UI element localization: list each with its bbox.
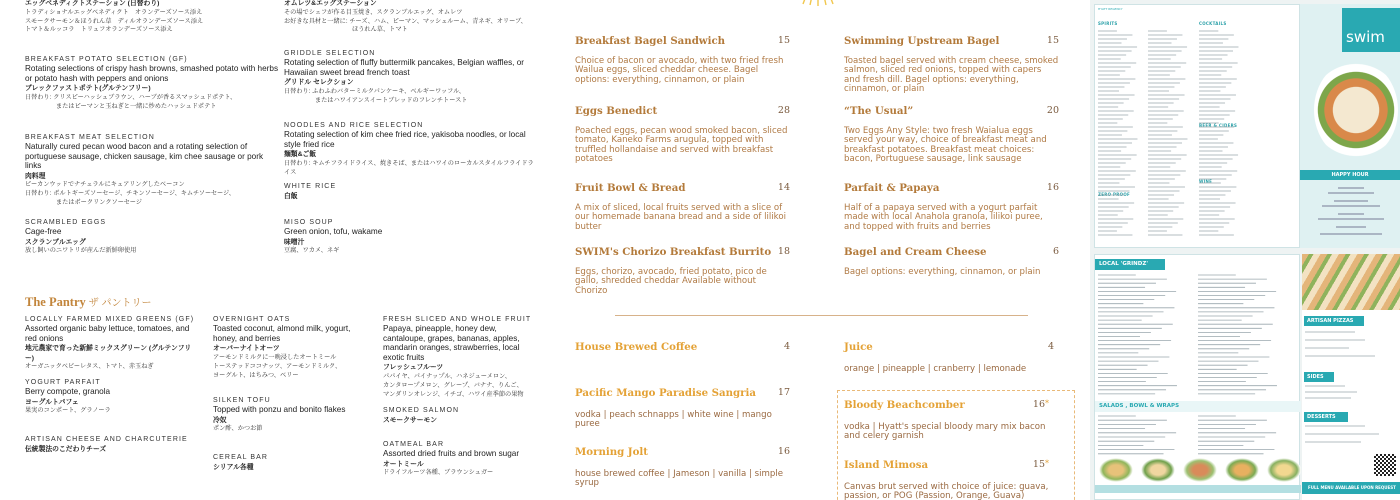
item-detail-jp: 日替わり: キムチフライドライス、焼きそば、またはハワイのローカルスタイルフライドライス xyxy=(284,159,534,176)
star-icon: * xyxy=(1045,399,1049,408)
drink-item xyxy=(844,341,1054,374)
drink-price: 17 xyxy=(777,387,790,398)
sun-icon xyxy=(800,0,836,6)
drink-price: 16 xyxy=(777,446,790,457)
item-caption: BREAKFAST POTATO SELECTION (GF) xyxy=(25,56,188,63)
item-detail-jp: トーステッドココナッツ、アーモンドミルク、 xyxy=(213,362,342,370)
item-name-jp: 味噌汁 xyxy=(284,238,305,246)
item-caption: NOODLES AND RICE SELECTION xyxy=(284,122,424,129)
item-name-jp: 肉料理 xyxy=(25,172,46,180)
item-description: Assorted dried fruits and brown sugar xyxy=(383,449,520,459)
item-detail-jp: カンタロープメロン、グレープ、バナナ、りんご、 xyxy=(383,381,523,389)
dish-name: Fruit Bowl & Bread xyxy=(575,182,686,194)
item-name-jp: オーバーナイトオーツ xyxy=(213,345,280,353)
drink-description: orange | pineapple | cranberry | lemonade xyxy=(844,364,1027,374)
qr-code xyxy=(1374,454,1396,476)
menu-item xyxy=(25,56,280,112)
item-detail-jp: またはポークリンクソーセージ xyxy=(25,199,142,207)
menu-item xyxy=(284,219,539,256)
dish-item xyxy=(844,246,1059,277)
drink-name: Juice xyxy=(844,341,873,353)
item-name-jp: 麺類&ご飯 xyxy=(284,151,317,159)
drink-name: Island Mimosa xyxy=(844,459,929,471)
dish-description: Poached eggs, pecan wood smoked bacon, sliced tomato, Kaneko Farms arugula, topped with truffled hollandaise and served with breakfast potatoes xyxy=(575,126,788,164)
item-description: Berry compote, granola xyxy=(25,387,111,397)
dish-name: Breakfast Bagel Sandwich xyxy=(575,35,726,47)
cocktails-heading: COCKTAILS xyxy=(1199,21,1227,26)
item-description: Green onion, tofu, wakame xyxy=(284,227,383,237)
item-name-jp: ブレックファストポテト(グルテンフリー) xyxy=(25,85,151,93)
item-description: Toasted coconut, almond milk, yogurt, honey, and berries xyxy=(213,324,351,343)
drink-price: 16* xyxy=(1032,399,1049,410)
happy-hour-banner: HAPPY HOUR xyxy=(1300,170,1400,180)
beverage-sheet xyxy=(1094,4,1300,248)
item-description: Assorted organic baby lettuce, tomatoes, and red onions xyxy=(25,324,190,343)
item-description: Cage-free xyxy=(25,227,62,237)
item-detail-jp: ヨーグルト、はちみつ、ベリー xyxy=(213,371,299,379)
item-caption: ARTISAN CHEESE AND CHARCUTERIE xyxy=(25,436,188,443)
menu-item xyxy=(284,122,539,178)
item-detail-jp: 日替わり: クリスピーハッシュブラウン、ハーブが香るスマッシュドポテト、 xyxy=(25,93,237,101)
item-detail-jp: 日替わり: ポルトギーズソーセージ、チキンソーセージ、キムチソーセージ、 xyxy=(25,190,235,198)
item-name-jp: オムレツ&エッグステーション xyxy=(284,0,377,7)
item-detail-jp: トラディショナルエッグベネディクト オランデーズソース添え xyxy=(25,8,203,16)
item-detail-jp: パパイヤ、パイナップル、ハネジューメロン、 xyxy=(383,372,511,380)
dish-name: Swimming Upstream Bagel xyxy=(844,35,1000,47)
full-menu-thumbnail xyxy=(1090,0,1400,500)
section-divider xyxy=(615,315,1028,316)
bowl-photos xyxy=(1097,458,1301,482)
drink-item xyxy=(844,399,1059,442)
drink-item xyxy=(575,387,790,430)
item-detail-jp: またはハワイアンスイートブレッドのフレンチトースト xyxy=(284,96,468,104)
menu-item xyxy=(25,436,195,455)
menu-item xyxy=(383,316,533,400)
footer-strip xyxy=(1095,485,1301,493)
item-caption: YOGURT PARFAIT xyxy=(25,379,101,386)
swim-logo: swim xyxy=(1342,8,1400,52)
dish-description: Choice of bacon or avocado, with two fried fresh Wailua eggs, sliced cheddar cheese. Bagel options: everything, cinnamon, or plain xyxy=(575,56,784,85)
footer-banner: FULL MENU AVAILABLE UPON REQUEST xyxy=(1302,482,1400,494)
hyatt-logo: HYATT REGENCY xyxy=(1098,8,1123,11)
menu-item xyxy=(284,50,539,106)
item-caption: SILKEN TOFU xyxy=(213,397,271,404)
item-name-jp: 冷奴 xyxy=(213,416,227,424)
item-name-jp: フレッシュフルーツ xyxy=(383,364,444,372)
item-detail-jp: ほうれん草、トマト xyxy=(284,26,408,34)
item-name-jp: シリアル各種 xyxy=(213,464,254,472)
dish-price: 18 xyxy=(777,246,790,257)
pantry-heading xyxy=(25,294,152,310)
item-description: Papaya, pineapple, honey dew, cantaloupe, grapes, bananas, apples, mandarin oranges, strawberries, local exotic fruits xyxy=(383,324,520,362)
food-sheet xyxy=(1094,254,1300,500)
grindz-lines xyxy=(1098,273,1298,399)
drink-name: Pacific Mango Paradise Sangria xyxy=(575,387,757,399)
dish-description: Two Eggs Any Style: two fresh Waialua eggs served your way, choice of breakfast meat and breakfast potatoes. Breakfast meat choices: bacon, Portuguese sausage, link sausage xyxy=(844,126,1047,164)
drink-name: House Brewed Coffee xyxy=(575,341,698,353)
item-caption: BREAKFAST MEAT SELECTION xyxy=(25,134,155,141)
item-name-jp: 白飯 xyxy=(284,193,298,201)
item-detail-jp: またはピーマンと玉ねぎと一緒に炒めたハッシュドポテト xyxy=(25,102,217,110)
item-caption: SMOKED SALMON xyxy=(383,407,460,414)
drink-item xyxy=(844,459,1059,500)
drink-description: house brewed coffee | Jameson | vanilla | simple syrup xyxy=(575,469,784,489)
alacarte-menu-panel xyxy=(545,0,1090,500)
dish-description: Bagel options: everything, cinnamon, or plain xyxy=(844,267,1041,277)
item-caption: FRESH SLICED AND WHOLE FRUIT xyxy=(383,316,532,323)
item-description: Rotating selection of fluffy buttermilk pancakes, Belgian waffles, or Hawaiian sweet bread french toast xyxy=(284,58,524,77)
dish-item xyxy=(575,35,790,85)
dish-price: 14 xyxy=(777,182,790,193)
menu-item xyxy=(213,454,373,473)
item-detail-jp: マンダリンオレンジ、イチゴ、ハワイ産季節の果物 xyxy=(383,390,524,398)
drink-price: 15* xyxy=(1032,459,1049,470)
dish-name: SWIM's Chorizo Breakfast Burrito xyxy=(575,246,772,258)
happy-hour-lines xyxy=(1308,184,1394,244)
item-description: Topped with ponzu and bonito flakes xyxy=(213,405,346,415)
item-detail-jp: その場でシェフが作る目玉焼き、スクランブルエッグ、オムレツ xyxy=(284,8,463,16)
dish-price: 16 xyxy=(1046,182,1059,193)
dish-name: “The Usual” xyxy=(844,105,914,117)
drink-price: 4 xyxy=(1047,341,1054,352)
dish-name: Parfait & Papaya xyxy=(844,182,940,194)
drink-item xyxy=(575,341,790,353)
item-caption: WHITE RICE xyxy=(284,183,337,190)
pizza-lines xyxy=(1305,328,1397,458)
item-name-jp: 地元農家で育った新鮮ミックスグリーン (グルテンフリー) xyxy=(25,345,192,362)
item-detail-jp: 日替わり: ふわふわバターミルクパンケーキ、ベルギーワッフル、 xyxy=(284,87,465,95)
dish-description: Toasted bagel served with cream cheese, smoked salmon, sliced red onions, topped with capers and fresh dill. Bagel options: everything, cinnamon, or plain xyxy=(844,56,1059,94)
item-name-jp: オートミール xyxy=(383,460,424,468)
item-detail-jp: トマト＆ルッコラ トリュフオランデーズソース添え xyxy=(25,26,173,34)
menu-item xyxy=(213,316,373,381)
dish-item xyxy=(844,105,1059,164)
menu-item xyxy=(25,134,280,208)
item-caption: CEREAL BAR xyxy=(213,454,269,461)
beer-heading: BEER & CIDERS xyxy=(1199,123,1238,128)
local-grindz-heading: LOCAL 'GRINDZ' xyxy=(1095,259,1165,270)
item-detail-jp: ドライフルーツ各種、ブラウンシュガー xyxy=(383,469,494,477)
dish-description: Half of a papaya served with a yogurt parfait made with local Anahola granola, lilikoi puree, and topped with fruits and berries xyxy=(844,203,1043,232)
dish-description: Eggs, chorizo, avocado, fried potato, pico de gallo, shredded cheddar Available without Chorizo xyxy=(575,267,767,296)
item-name-jp: グリドル セレクション xyxy=(284,79,354,87)
item-description: Naturally cured pecan wood bacon and a rotating selection of portuguese sausage, chicken sausage, kim chee sausage or pork links xyxy=(25,142,264,171)
menu-item xyxy=(383,441,533,478)
item-detail-jp: 放し飼いのニワトリが産んだ新鮮卵使用 xyxy=(25,247,137,255)
dish-name: Bagel and Cream Cheese xyxy=(844,246,987,258)
dish-price: 6 xyxy=(1052,246,1059,257)
beverage-lines xyxy=(1098,29,1298,244)
food-photo xyxy=(1314,60,1398,160)
swim-cover xyxy=(1300,4,1400,248)
drink-description: vodka | peach schnapps | white wine | mango puree xyxy=(575,410,772,430)
wine-heading: WINE xyxy=(1199,179,1213,184)
item-detail-jp: オーガニックベビーレタス、トマト、赤玉ねぎ xyxy=(25,363,154,371)
dish-price: 20 xyxy=(1046,105,1059,116)
drink-description: Canvas brut served with choice of juice: guava, passion, or POG (Passion, Orange, Guava) xyxy=(844,482,1049,500)
dish-item xyxy=(575,246,790,296)
item-detail-jp: ピーカンウッドでナチュラルにキュアリングしたベーコン xyxy=(25,181,185,189)
desserts-heading: DESSERTS xyxy=(1304,412,1348,422)
item-detail-jp: 豆腐、ワカメ、ネギ xyxy=(284,247,340,255)
menu-item xyxy=(25,0,280,35)
item-caption: SCRAMBLED EGGS xyxy=(25,219,107,226)
item-detail-jp: アーモンドミルクに一晩浸したオートミール xyxy=(213,353,337,361)
item-name-jp: ヨーグルトパフェ xyxy=(25,398,79,406)
star-icon: * xyxy=(1045,459,1049,468)
menu-item xyxy=(25,316,195,372)
pizza-desserts-column xyxy=(1302,254,1400,500)
dish-price: 15 xyxy=(777,35,790,46)
item-detail-jp: スモークサーモン＆ほうれん草 ディルオランデーズソース添え xyxy=(25,17,204,25)
item-description: Rotating selection of kim chee fried rice, yakisoba noodles, or local style fried rice xyxy=(284,130,526,149)
pantry-title-jp: ザ パントリー xyxy=(88,298,152,309)
dish-price: 15 xyxy=(1046,35,1059,46)
drink-item xyxy=(575,446,790,489)
dish-description: A mix of sliced, local fruits served with a slice of our homemade banana bread and a side of lilikoi butter xyxy=(575,203,786,232)
dish-price: 28 xyxy=(777,105,790,116)
menu-item xyxy=(284,0,539,35)
item-detail-jp: お好きな具材と一緒に: チーズ、ハム、ピーマン、マッシュルーム、青ネギ、オリーブ、 xyxy=(284,17,527,25)
item-caption: LOCALLY FARMED MIXED GREENS (GF) xyxy=(25,316,195,323)
menu-item xyxy=(25,219,280,256)
pantry-title-en: The Pantry xyxy=(25,295,86,309)
spirits-heading: SPIRITS xyxy=(1098,21,1118,26)
menu-item xyxy=(284,183,539,202)
item-name-jp: スモークサーモン xyxy=(383,417,438,425)
item-caption: GRIDDLE SELECTION xyxy=(284,50,376,57)
item-caption: OATMEAL BAR xyxy=(383,441,445,448)
salads-heading: SALADS , BOWL & WRAPS xyxy=(1095,401,1301,412)
buffet-menu-panel xyxy=(0,0,545,500)
menu-item xyxy=(25,379,195,416)
dish-item xyxy=(844,35,1059,94)
zero-proof-heading: ZERO PROOF xyxy=(1098,192,1131,197)
item-detail-jp: ポン酢、かつお節 xyxy=(213,425,263,433)
dish-item xyxy=(575,182,790,232)
drink-name: Bloody Beachcomber xyxy=(844,399,965,411)
item-description: Rotating selections of crispy hash browns, smashed potato with herbs or potato hash with peppers and onions xyxy=(25,64,279,83)
artisan-pizzas-heading: ARTISAN PIZZAS xyxy=(1304,316,1364,326)
item-name-jp: 伝統製法のこだわりチーズ xyxy=(25,446,107,454)
menu-item xyxy=(213,397,373,434)
dish-item xyxy=(844,182,1059,232)
dish-name: Eggs Benedict xyxy=(575,105,658,117)
tacos-photo xyxy=(1302,254,1400,310)
drink-price: 4 xyxy=(783,341,790,352)
item-name-jp: エッグベネディクトステーション (日替わり) xyxy=(25,0,160,7)
dish-item xyxy=(575,105,790,164)
item-caption: MISO SOUP xyxy=(284,219,334,226)
item-detail-jp: 果実のコンポート、グラノーラ xyxy=(25,407,111,415)
item-caption: OVERNIGHT OATS xyxy=(213,316,291,323)
drink-description: vodka | Hyatt's special bloody mary mix bacon and celery garnish xyxy=(844,422,1046,442)
sides-heading: SIDES xyxy=(1304,372,1334,382)
salad-lines xyxy=(1098,414,1298,458)
menu-item xyxy=(383,407,533,426)
drink-name: Morning Jolt xyxy=(575,446,648,458)
item-name-jp: スクランブルエッグ xyxy=(25,238,86,246)
